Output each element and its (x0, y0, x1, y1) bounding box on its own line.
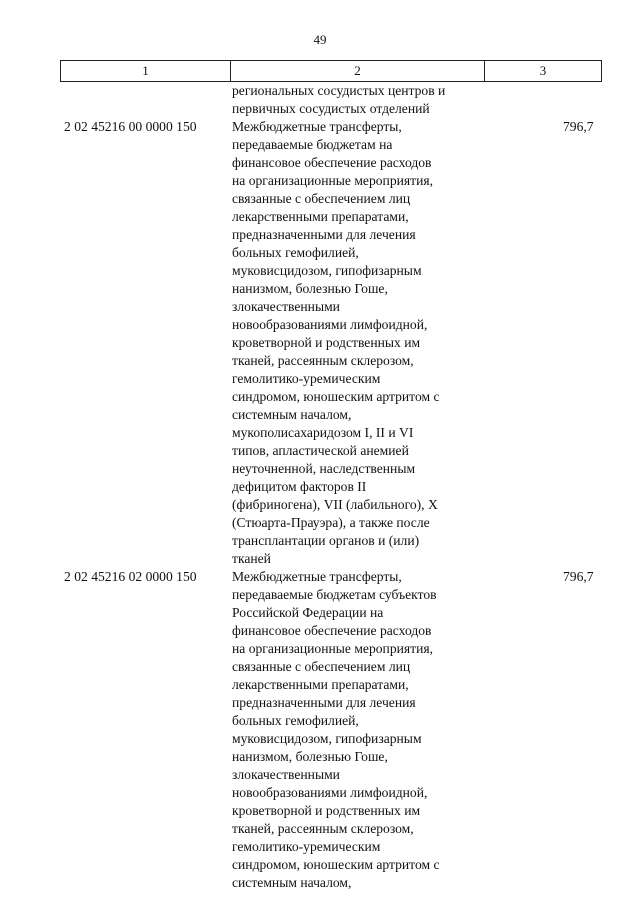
text-line: муковисцидозом, гипофизарным (232, 263, 422, 278)
text-line: на организационные мероприятия, (232, 173, 434, 188)
text-line: тканей, рассеянным склерозом, (232, 353, 414, 368)
row-2-value: 796,7 (563, 569, 594, 584)
text-line: гемолитико-уремическим (232, 371, 381, 386)
text-line: новообразованиями лимфоидной, (232, 785, 428, 800)
text-line: мукополисахаридозом I, II и VI (232, 425, 414, 440)
text-line: лекарственными препаратами, (232, 209, 409, 224)
row-1-code: 2 02 45216 00 0000 150 (64, 119, 197, 134)
text-line: Российской Федерации на (232, 605, 384, 620)
text-line: новообразованиями лимфоидной, (232, 317, 428, 332)
text-line: больных гемофилией, (232, 245, 359, 260)
text-line: синдромом, юношеским артритом с (232, 857, 440, 872)
row-2-description (232, 568, 440, 892)
text-line: (Стюарта-Прауэра), а также после (232, 515, 430, 530)
continuation-text (232, 82, 445, 118)
row-2-code: 2 02 45216 02 0000 150 (64, 569, 197, 584)
text-line: трансплантации органов и (или) (232, 533, 420, 548)
text-line: передаваемые бюджетам на (232, 137, 393, 152)
text-line: системным началом, (232, 407, 352, 422)
text-line: передаваемые бюджетам субъектов (232, 587, 437, 602)
text-line: региональных сосудистых центров и (232, 83, 446, 98)
text-line: на организационные мероприятия, (232, 641, 434, 656)
text-line: предназначенными для лечения (232, 227, 416, 242)
text-line: Межбюджетные трансферты, (232, 119, 402, 134)
text-line: тканей, рассеянным склерозом, (232, 821, 414, 836)
text-line: нанизмом, болезнью Гоше, (232, 281, 388, 296)
page-number: 49 (313, 32, 327, 47)
text-line: неуточненной, наследственным (232, 461, 416, 476)
text-line: кроветворной и родственных им (232, 803, 421, 818)
text-line: гемолитико-уремическим (232, 839, 381, 854)
text-line: нанизмом, болезнью Гоше, (232, 749, 388, 764)
header-col-1: 1 (61, 61, 231, 81)
header-col-3: 3 (539, 63, 547, 78)
header-col-2: 2 (231, 61, 485, 81)
text-line: кроветворной и родственных им (232, 335, 421, 350)
text-line: типов, апластической анемией (232, 443, 409, 458)
table-header (60, 60, 602, 82)
text-line: первичных сосудистых отделений (232, 101, 430, 116)
text-line: злокачественными (232, 767, 340, 782)
text-line: финансовое обеспечение расходов (232, 623, 432, 638)
text-line: муковисцидозом, гипофизарным (232, 731, 422, 746)
text-line: (фибриногена), VII (лабильного), X (232, 497, 438, 512)
text-line: злокачественными (232, 299, 340, 314)
text-line: связанные с обеспечением лиц (232, 659, 411, 674)
text-line: лекарственными препаратами, (232, 677, 409, 692)
text-line: дефицитом факторов II (232, 479, 367, 494)
text-line: предназначенными для лечения (232, 695, 416, 710)
text-line: тканей (232, 551, 271, 566)
row-1-value: 796,7 (563, 119, 594, 134)
text-line: больных гемофилией, (232, 713, 359, 728)
row-1-description (232, 118, 440, 568)
text-line: Межбюджетные трансферты, (232, 569, 402, 584)
text-line: финансовое обеспечение расходов (232, 155, 432, 170)
text-line: синдромом, юношеским артритом с (232, 389, 440, 404)
text-line: системным началом, (232, 875, 352, 890)
text-line: связанные с обеспечением лиц (232, 191, 411, 206)
